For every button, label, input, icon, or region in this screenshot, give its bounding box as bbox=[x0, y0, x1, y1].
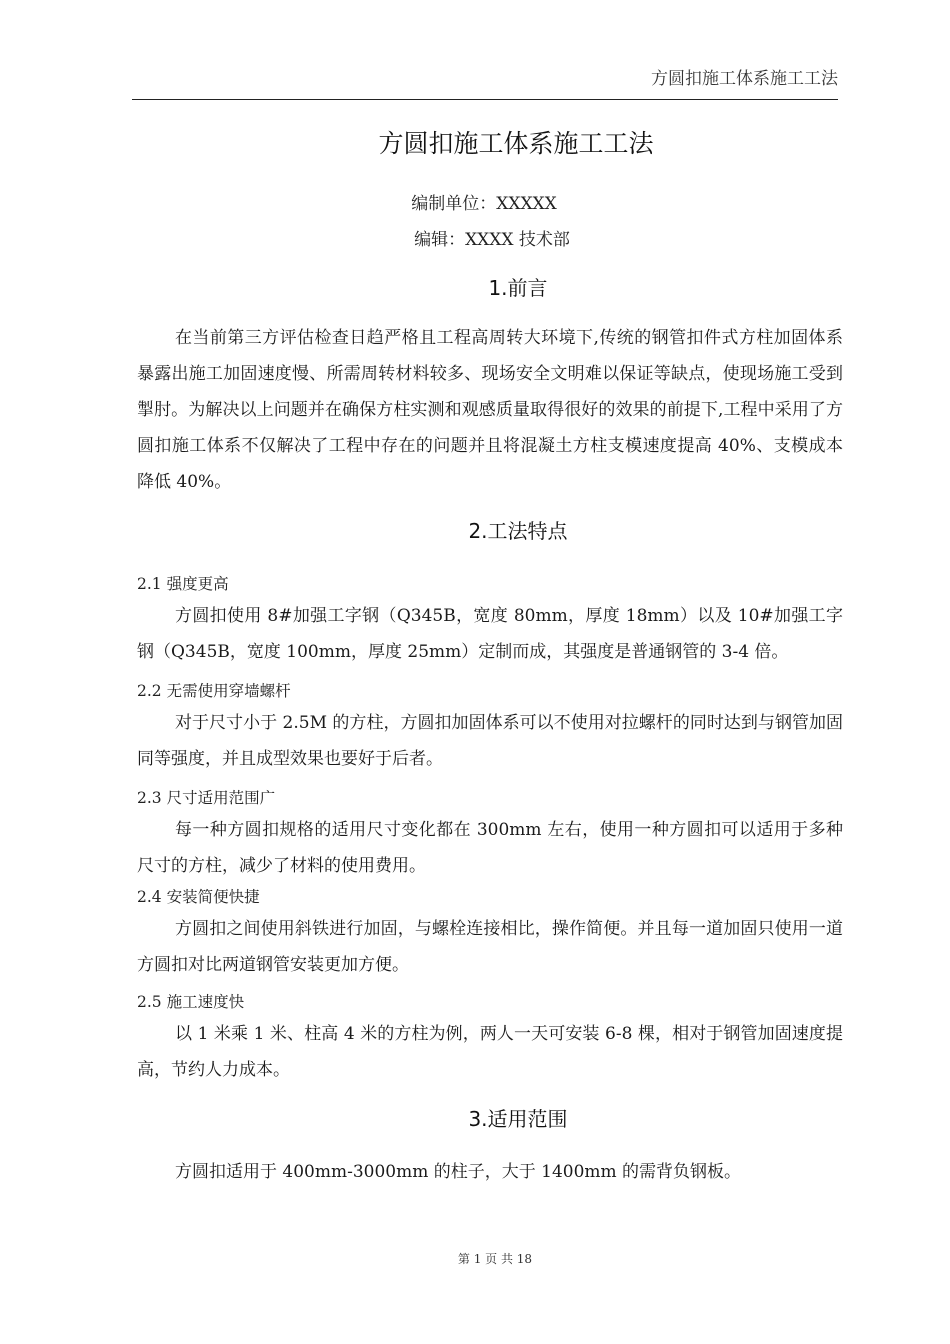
subsection-2-1-title: 2.1 强度更高 bbox=[137, 575, 229, 593]
subsection-2-4-title: 2.4 安装简便快捷 bbox=[137, 888, 260, 906]
section-heading-2: 2.工法特点 bbox=[468, 519, 568, 543]
subsection-2-5-paragraph: 以 1 米乘 1 米、柱高 4 米的方柱为例，两人一天可安装 6-8 棵，相对于钢管加固速度提高，节约人力成本。 bbox=[137, 1024, 843, 1080]
subsection-2-3-title: 2.3 尺寸适用范围广 bbox=[137, 789, 276, 807]
page-number-footer: 第 1 页 共 18 bbox=[457, 1252, 533, 1266]
subsection-2-1-paragraph: 方圆扣使用 8#加强工字钢（Q345B，宽度 80mm，厚度 18mm）以及 10#加强工字钢（Q345B，宽度 100mm，厚度 25mm）定制而成，其强度是普通钢管的 3-4 倍。 bbox=[137, 606, 843, 662]
subsection-2-2-paragraph: 对于尺寸小于 2.5M 的方柱，方圆扣加固体系可以不使用对拉螺杆的同时达到与钢管加固同等强度，并且成型效果也要好于后者。 bbox=[137, 713, 843, 769]
subsection-2-3-paragraph: 每一种方圆扣规格的适用尺寸变化都在 300mm 左右，使用一种方圆扣可以适用于多种尺寸的方柱，减少了材料的使用费用。 bbox=[137, 820, 843, 876]
running-header: 方圆扣施工体系施工工法 bbox=[132, 64, 838, 100]
section-heading-1: 1.前言 bbox=[488, 276, 548, 300]
subsection-2-5-title: 2.5 施工速度快 bbox=[137, 993, 245, 1011]
subsection-2-2-title: 2.2 无需使用穿墙螺杆 bbox=[137, 682, 291, 700]
section-3-paragraph: 方圆扣适用于 400mm-3000mm 的柱子，大于 1400mm 的需背负钢板。 bbox=[175, 1162, 742, 1182]
editor-line: 编辑：XXXX 技术部 bbox=[414, 230, 570, 250]
subsection-2-4-paragraph: 方圆扣之间使用斜铁进行加固，与螺栓连接相比，操作简便。并且每一道加固只使用一道方圆扣对比两道钢管安装更加方便。 bbox=[137, 919, 843, 975]
section-1-paragraph: 在当前第三方评估检查日趋严格且工程高周转大环境下,传统的钢管扣件式方柱加固体系暴露出施工加固速度慢、所需周转材料较多、现场安全文明难以保证等缺点，使现场施工受到掣肘。为解决以上问题并在确保方柱实测和观感质量取得很好的效果的前提下,工程中采用了方圆扣施工体系不仅解决了工程中存在的问题并且将混凝土方柱支模速度提高 40%、支模成本降低 40%。 bbox=[137, 328, 843, 492]
section-heading-3: 3.适用范围 bbox=[468, 1107, 568, 1131]
compiling-unit: 编制单位：XXXXX bbox=[411, 194, 557, 214]
document-title: 方圆扣施工体系施工工法 bbox=[378, 129, 654, 158]
